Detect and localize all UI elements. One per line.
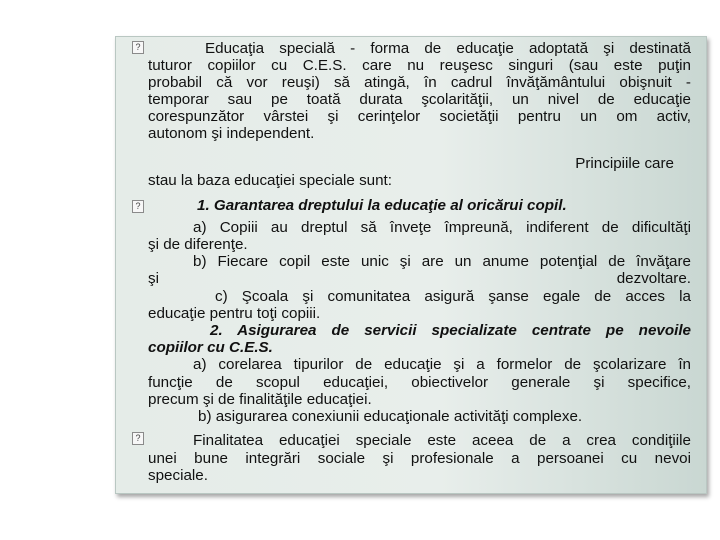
paragraph-1-line-1: Educaţia specială - forma de educaţie adoptată şi destinată	[205, 40, 691, 57]
principle-1-a-line-1: a) Copiii au dreptul să înveţe împreună, indiferent de dificultăţi	[193, 219, 691, 236]
principle-1-c-line-1: c) Şcoala şi comunitatea asigură şanse egale de acces la	[215, 288, 691, 305]
bullet-1-missing-glyph-icon: ?	[132, 41, 144, 54]
principle-1-b-line-2-end: dezvoltare.	[616, 270, 691, 287]
paragraph-4-line-3: speciale.	[148, 467, 208, 484]
paragraph-4-line-2: unei bune integrări sociale şi profesionale a persoanei cu nevoi	[148, 450, 691, 467]
paragraph-1-line-3: probabil că vor reuşi) să atingă, în cadrul învăţământului obişnuit -	[148, 74, 691, 91]
paragraph-4-line-1: Finalitatea educaţiei speciale este aceea de a crea condiţiile	[193, 432, 691, 449]
bullet-3-missing-glyph-icon: ?	[132, 432, 144, 445]
principle-2-title-line-1: 2. Asigurarea de servicii specializate centrate pe nevoile	[210, 322, 691, 339]
bullet-2-missing-glyph-icon: ?	[132, 200, 144, 213]
paragraph-1-line-5: corespunzător vârstei şi cerinţelor societăţii pentru un om activ,	[148, 108, 691, 125]
principle-1-title: 1. Garantarea dreptului la educaţie al oricărui copil.	[197, 197, 567, 214]
paragraph-1-line-6: autonom şi independent.	[148, 125, 315, 142]
paragraph-1-line-2: tuturor copiilor cu C.E.S. care nu reuşesc singuri (sau este puţin	[148, 57, 691, 74]
principle-2-a-line-2: funcţie de scopul educaţiei, obiectivelor generale şi specifice,	[148, 374, 691, 391]
principles-heading-line-1: Principiile care	[575, 155, 674, 172]
principle-2-a-line-1: a) corelarea tipurilor de educaţie şi a formelor de şcolarizare în	[193, 356, 691, 373]
principle-1-b-line-1: b) Fiecare copil este unic şi are un anume potenţial de învăţare	[193, 253, 691, 270]
principle-1-b-line-2-start: şi	[148, 270, 159, 287]
principle-2-a-line-3: precum şi de finalităţile educaţiei.	[148, 391, 372, 408]
principle-2-title-line-2: copiilor cu C.E.S.	[148, 339, 273, 356]
principles-heading-line-2: stau la baza educaţiei speciale sunt:	[148, 172, 393, 189]
principle-2-b-line-1: b) asigurarea conexiunii educaţionale activităţi complexe.	[198, 408, 583, 425]
principle-1-a-line-2: şi de diferenţe.	[148, 236, 248, 253]
principle-1-c-line-2: educaţie pentru toţi copiii.	[148, 305, 321, 322]
paragraph-1-line-4: temporar sau pe toată durata şcolarităţii, un nivel de educaţie	[148, 91, 691, 108]
